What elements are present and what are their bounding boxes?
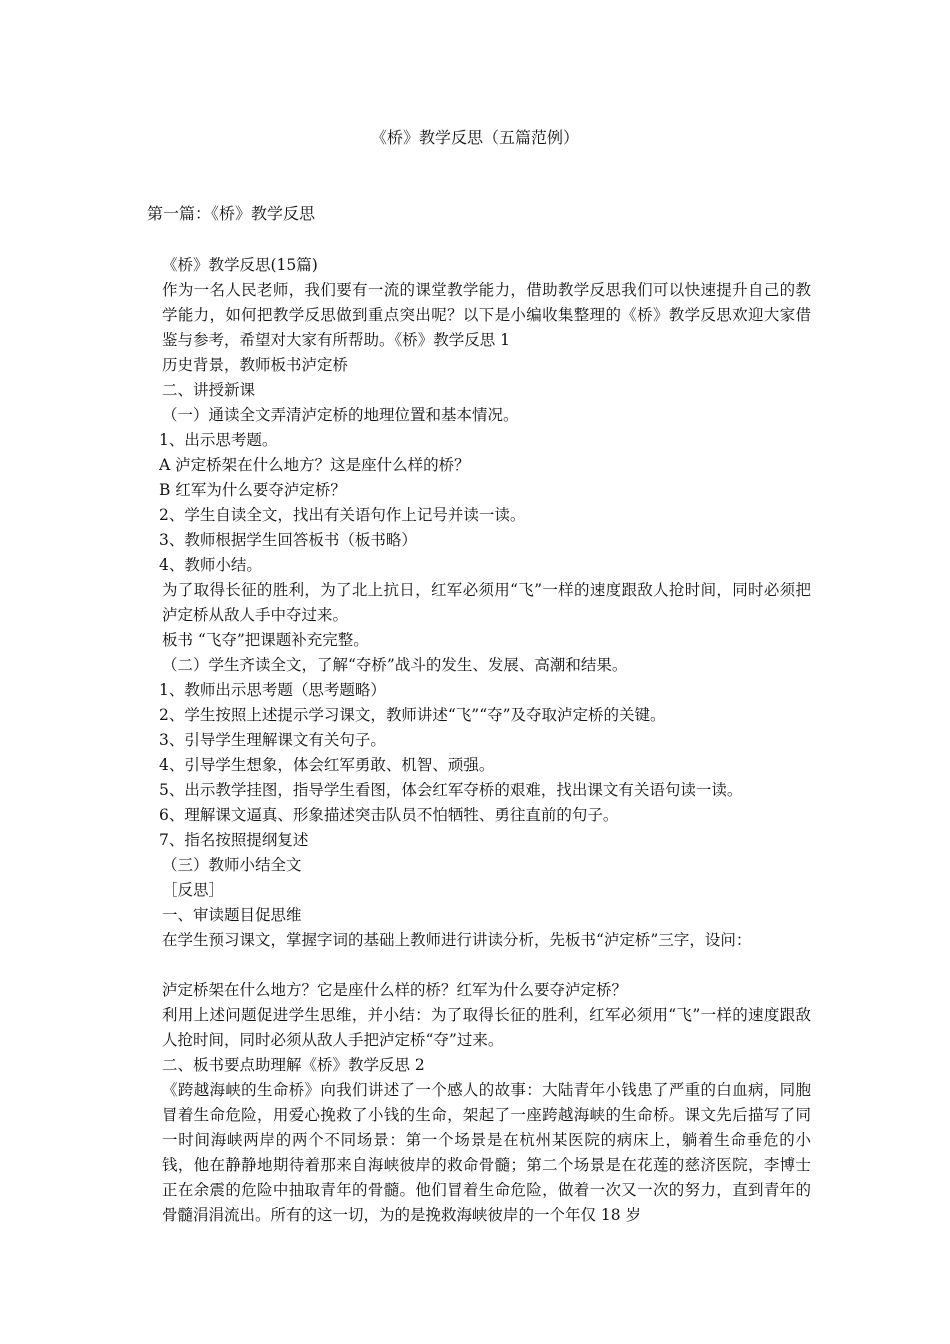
paragraph: 在学生预习课文，掌握字词的基础上教师进行讲读分析，先板书“泸定桥”三字，设问： <box>162 931 752 949</box>
document-body <box>147 253 811 1228</box>
paragraph: 2、学生按照上述提示学习课文，教师讲述“飞”“夺”及夺取泸定桥的关键。 <box>159 706 666 724</box>
paragraph: 为了取得长征的胜利，为了北上抗日，红军必须用“飞”一样的速度跟敌人抢时间，同时必须把泸定桥从敌人手中夺过来。 <box>162 581 811 624</box>
paragraph: 作为一名人民老师，我们要有一流的课堂教学能力，借助教学反思我们可以快速提升自己的教学能力，如何把教学反思做到重点突出呢？以下是小编收集整理的《桥》教学反思欢迎大家借鉴与参考，希望对大家有所帮助。《桥》教学反思 1 <box>162 281 811 349</box>
paragraph: A 泸定桥架在什么地方？这是座什么样的桥？ <box>159 456 470 474</box>
paragraph: 利用上述问题促进学生思维，并小结：为了取得长征的胜利，红军必须用“飞”一样的速度跟敌人抢时间，同时必须从敌人手把泸定桥“夺”过来。 <box>162 1006 811 1049</box>
paragraph: 4、教师小结。 <box>159 556 262 574</box>
section-title: 第一篇：《桥》教学反思 <box>147 204 316 223</box>
paragraph: 4、引导学生想象，体会红军勇敢、机智、顽强。 <box>159 756 495 774</box>
paragraph: 《跨越海峡的生命桥》向我们讲述了一个感人的故事：大陆青年小钱患了严重的白血病，同胞冒着生命危险，用爱心挽救了小钱的生命，架起了一座跨越海峡的生命桥。课文先后描写了同一时间海峡两岸的两个不同场景：第一个场景是在杭州某医院的病床上，躺着生命垂危的小钱，他在静静地期待着那来自海峡彼岸的救命骨髓；第二个场景是在花莲的慈济医院，李博士正在余震的危险中抽取青年的骨髓。他们冒着生命危险，做着一次又一次的努力，直到青年的骨髓涓涓流出。所有的这一切，为的是挽救海峡彼岸的一个年仅 18 岁 <box>162 1081 811 1224</box>
paragraph: 二、板书要点助理解《桥》教学反思 2 <box>162 1056 425 1074</box>
paragraph: 5、出示教学挂图，指导学生看图，体会红军夺桥的艰难，找出课文有关语句读一读。 <box>159 781 743 799</box>
paragraph: B 红军为什么要夺泸定桥？ <box>159 481 346 499</box>
paragraph: 3、教师根据学生回答板书（板书略） <box>159 531 417 549</box>
paragraph: 板书 “飞夺”把课题补充完整。 <box>162 631 369 649</box>
paragraph: 《桥》教学反思(15篇) <box>162 256 318 274</box>
paragraph: 二、讲授新课 <box>162 381 256 399</box>
paragraph: 一、审读题目促思维 <box>162 906 302 924</box>
paragraph: 6、理解课文逼真、形象描述突击队员不怕牺牲、勇往直前的句子。 <box>159 806 619 824</box>
paragraph: 1、教师出示思考题（思考题略） <box>159 681 386 699</box>
paragraph: 3、引导学生理解课文有关句子。 <box>159 731 386 749</box>
paragraph: （三）教师小结全文 <box>162 856 302 874</box>
paragraph: 泸定桥架在什么地方？它是座什么样的桥？红军为什么要夺泸定桥？ <box>162 981 628 999</box>
paragraph: （一）通读全文弄清泸定桥的地理位置和基本情况。 <box>162 406 519 424</box>
paragraph: （二）学生齐读全文，了解“夺桥”战斗的发生、发展、高潮和结果。 <box>162 656 628 674</box>
paragraph: ［反思］ <box>162 881 225 899</box>
paragraph: 历史背景，教师板书泸定桥 <box>162 356 349 374</box>
document-title: 《桥》教学反思（五篇范例） <box>370 128 579 147</box>
paragraph: 2、学生自读全文，找出有关语句作上记号并读一读。 <box>159 506 526 524</box>
paragraph: 1、出示思考题。 <box>159 431 278 449</box>
paragraph: 7、指名按照提纲复述 <box>159 831 309 849</box>
